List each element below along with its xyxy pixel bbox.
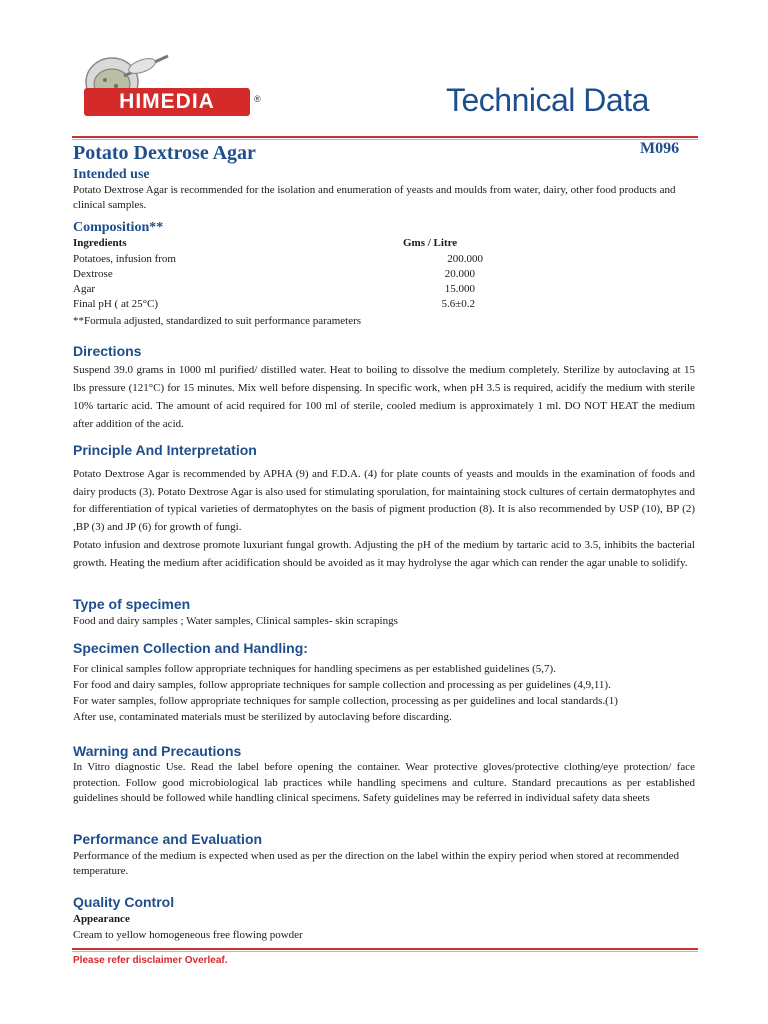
- ingredient-name: Final pH ( at 25°C): [73, 298, 159, 310]
- product-code: M096: [640, 140, 680, 157]
- disclaimer-note: Please refer disclaimer Overleaf.: [73, 955, 228, 966]
- composition-row: [73, 298, 493, 313]
- header-divider-shadow: [72, 139, 698, 140]
- directions-heading: Directions: [73, 343, 142, 359]
- composition-row: [73, 253, 493, 268]
- header-divider: [72, 136, 698, 138]
- warning-heading: Warning and Precautions: [73, 743, 242, 759]
- logo-wordmark: HIMEDIA: [84, 88, 250, 116]
- specimen-type-text: Food and dairy samples ; Water samples, Clinical samples- skin scrapings: [73, 615, 398, 627]
- specimen-collection-line: For food and dairy samples, follow appropriate techniques for sample collection and processing as per guidelines (4,9,11).: [73, 679, 611, 691]
- specimen-collection-heading: Specimen Collection and Handling:: [73, 640, 308, 656]
- registered-mark: ®: [254, 94, 261, 104]
- specimen-type-heading: Type of specimen: [73, 596, 191, 612]
- footer-divider: [72, 948, 698, 950]
- performance-heading: Performance and Evaluation: [73, 831, 263, 847]
- doc-title: Technical Data: [446, 82, 649, 118]
- quality-control-heading: Quality Control: [73, 894, 175, 910]
- specimen-collection-line: For water samples, follow appropriate techniques for sample collection, processing as per guidelines and local standards.(1): [73, 695, 618, 707]
- warning-text: In Vitro diagnostic Use. Read the label before opening the container. Wear protective gloves/protective clothing/eye protection/ face protection. Follow good microbiological lab practices while handling specimens and culture. Standard precautions as per established guidelines should be followed while handling clinical specimens. Safety guidelines may be referred in individual safety data sheets: [73, 761, 695, 804]
- composition-row: [73, 283, 493, 298]
- composition-row: [73, 268, 493, 283]
- performance-text: Performance of the medium is expected when used as per the direction on the label within the expiry period when stored at recommended temperature.: [73, 850, 680, 877]
- himedia-logo: [72, 48, 262, 130]
- appearance-subheading: Appearance: [73, 913, 130, 925]
- specimen-collection-line: For clinical samples follow appropriate techniques for handling specimens as per established guidelines (5,7).: [73, 663, 556, 675]
- appearance-text: Cream to yellow homogeneous free flowing powder: [73, 929, 303, 941]
- composition-header-row: [73, 237, 493, 252]
- gms-column-header: Gms / Litre: [403, 237, 458, 249]
- intended-use-text: Potato Dextrose Agar is recommended for the isolation and enumeration of yeasts and moulds from water, dairy, other food products and clinical samples.: [73, 184, 676, 211]
- ingredients-column-header: Ingredients: [73, 237, 127, 249]
- ingredient-name: Potatoes, infusion from: [73, 253, 176, 265]
- ingredient-name: Agar: [73, 283, 95, 295]
- principle-paragraph-2: Potato infusion and dextrose promote luxuriant fungal growth. Adjusting the pH of the medium by tartaric acid to 3.5, inhibits the bacterial growth. Heating the medium after acidification should be avoided as it may hydrolyse the agar which can render the agar unable to solidify.: [73, 539, 695, 569]
- composition-heading: Composition**: [73, 220, 164, 235]
- ingredient-value: 15.000: [444, 283, 475, 295]
- ingredient-value: 5.6±0.2: [441, 298, 475, 310]
- principle-heading: Principle And Interpretation: [73, 442, 257, 458]
- ingredient-value: 200.000: [447, 253, 483, 265]
- ingredient-value: 20.000: [444, 268, 475, 280]
- ingredient-name: Dextrose: [73, 268, 113, 280]
- specimen-collection-line: After use, contaminated materials must be sterilized by autoclaving before discarding.: [73, 711, 452, 723]
- product-title: Potato Dextrose Agar: [73, 142, 256, 164]
- principle-paragraph-1: Potato Dextrose Agar is recommended by APHA (9) and F.D.A. (4) for plate counts of yeasts and moulds in the examination of foods and dairy products (3). Potato Dextrose Agar is also used for stimulating sporulation, for maintaining stock cultures of certain dermatophytes and for differentiation of typical varieties of dermatophytes on the basis of pigment production (8). It is also recommended by USP (10), BP (2) ,BP (3) and JP (6) for growth of fungi.: [73, 468, 695, 533]
- intended-use-heading: Intended use: [73, 167, 150, 182]
- composition-footnote: **Formula adjusted, standardized to suit performance parameters: [73, 315, 362, 327]
- directions-text: Suspend 39.0 grams in 1000 ml purified/ distilled water. Heat to boiling to dissolve the medium completely. Sterilize by autoclaving at 15 lbs pressure (121°C) for 15 minutes. Mix well before dispensing. In specific work, when pH 3.5 is required, acidify the medium with sterile 10% tartaric acid. The amount of acid required for 100 ml of sterile, cooled medium is approximately 1 ml. DO NOT HEAT the medium after addition of the acid.: [73, 364, 695, 430]
- footer-divider-shadow: [72, 951, 698, 952]
